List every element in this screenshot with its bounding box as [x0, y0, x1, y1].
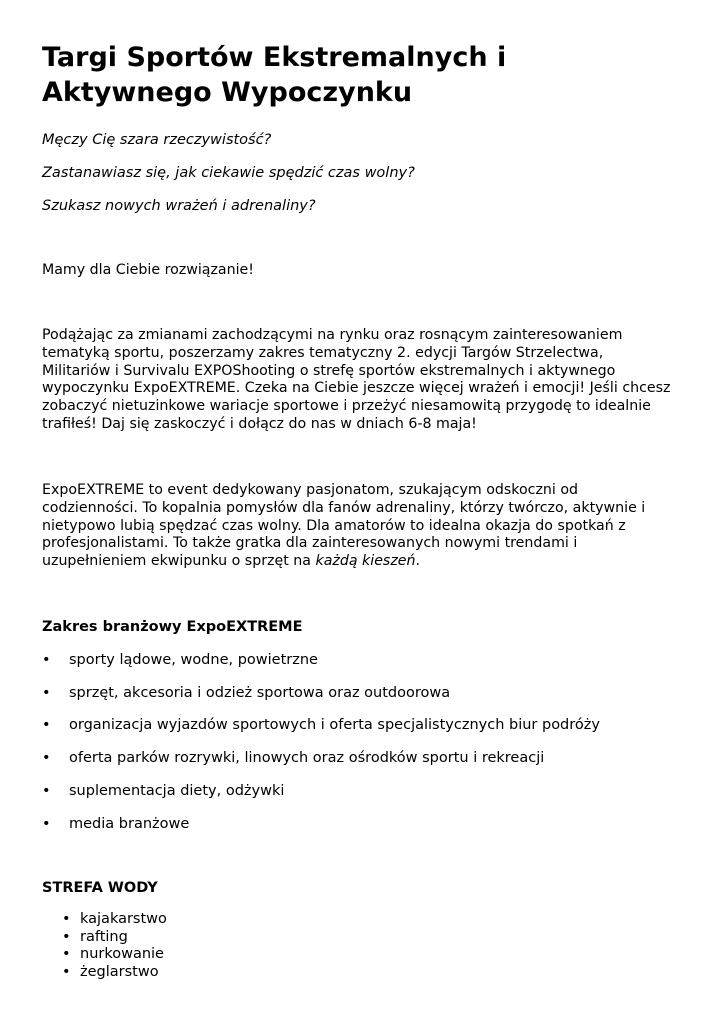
scope-item-text: organizacja wyjazdów sportowych i oferta specjalistycznych biur podróży [69, 717, 600, 733]
scope-item-text: sprzęt, akcesoria i odzież sportowa oraz outdoorowa [69, 685, 451, 701]
bullet-icon: • [42, 685, 51, 701]
water-item-text: kajakarstwo [80, 911, 167, 927]
list-item [42, 911, 167, 929]
intro-paragraph: Podążając za zmianami zachodzącymi na rynku oraz rosnącym zainteresowaniem tematyką sportu, poszerzamy zakres tematyczny 2. edycji Targów Strzelectwa, Militariów i Survivalu EXPOShooting o strefę sportów ekstremalnych i aktywnego wypoczynku ExpoEXTREME. Czeka na Ciebie jeszcze więcej wrażeń i emocji! Jeśli chcesz zobaczyć nietuzinkowe wariacje sportowe i przeżyć niesamowitą przygodę to idealnie trafiłeś! Daj się zaskoczyć i dołącz do nas w dniach 6-8 maja! [42, 327, 671, 432]
scope-item-text: sporty lądowe, wodne, powietrzne [69, 652, 318, 668]
bullet-icon: • [42, 717, 51, 733]
list-item [42, 964, 167, 982]
bullet-icon: • [62, 963, 71, 980]
bullet-icon: • [42, 750, 51, 766]
page-title: Targi Sportów Ekstremalnych i Aktywnego Wypoczynku [42, 42, 507, 108]
solution-line: Mamy dla Ciebie rozwiązanie! [42, 262, 254, 278]
event-description-emphasis: każdą kieszeń [315, 553, 416, 570]
list-item [42, 946, 167, 964]
intro-question-1: Męczy Cię szara rzeczywistość? [42, 132, 272, 148]
list-item [42, 929, 167, 947]
water-item-text: nurkowanie [80, 946, 164, 962]
event-description [42, 482, 672, 571]
water-zone-list [42, 911, 167, 981]
scope-heading: Zakres branżowy ExpoEXTREME [42, 619, 303, 635]
bullet-icon: • [62, 911, 71, 927]
bullet-icon: • [42, 652, 51, 668]
scope-item-text: oferta parków rozrywki, linowych oraz ośrodków sportu i rekreacji [69, 750, 545, 766]
bullet-icon: • [62, 946, 71, 962]
bullet-icon: • [62, 928, 71, 945]
scope-item-text: suplementacja diety, odżywki [69, 783, 285, 799]
event-description-end: . [415, 553, 421, 570]
water-item-text: rafting [80, 928, 128, 945]
intro-question-3: Szukasz nowych wrażeń i adrenaliny? [42, 198, 316, 214]
bullet-icon: • [42, 783, 51, 799]
water-zone-heading: STREFA WODY [42, 880, 158, 896]
bullet-icon: • [42, 816, 51, 832]
scope-item-text: media branżowe [69, 816, 190, 832]
water-item-text: żeglarstwo [80, 963, 159, 980]
intro-question-2: Zastanawiasz się, jak ciekawie spędzić czas wolny? [42, 165, 415, 181]
event-description-text: ExpoEXTREME to event dedykowany pasjonatom, szukającym odskoczni od codzienności. To kopalnia pomysłów dla fanów adrenaliny, którzy twórczo, aktywnie i nietypowo lubią spędzać czas wolny. Dla amatorów to idealna okazja do spotkań z profesjonalistami. To także gratka dla zainteresowanych nowymi trendami i uzupełnieniem ekwipunku o sprzęt na [42, 482, 646, 570]
